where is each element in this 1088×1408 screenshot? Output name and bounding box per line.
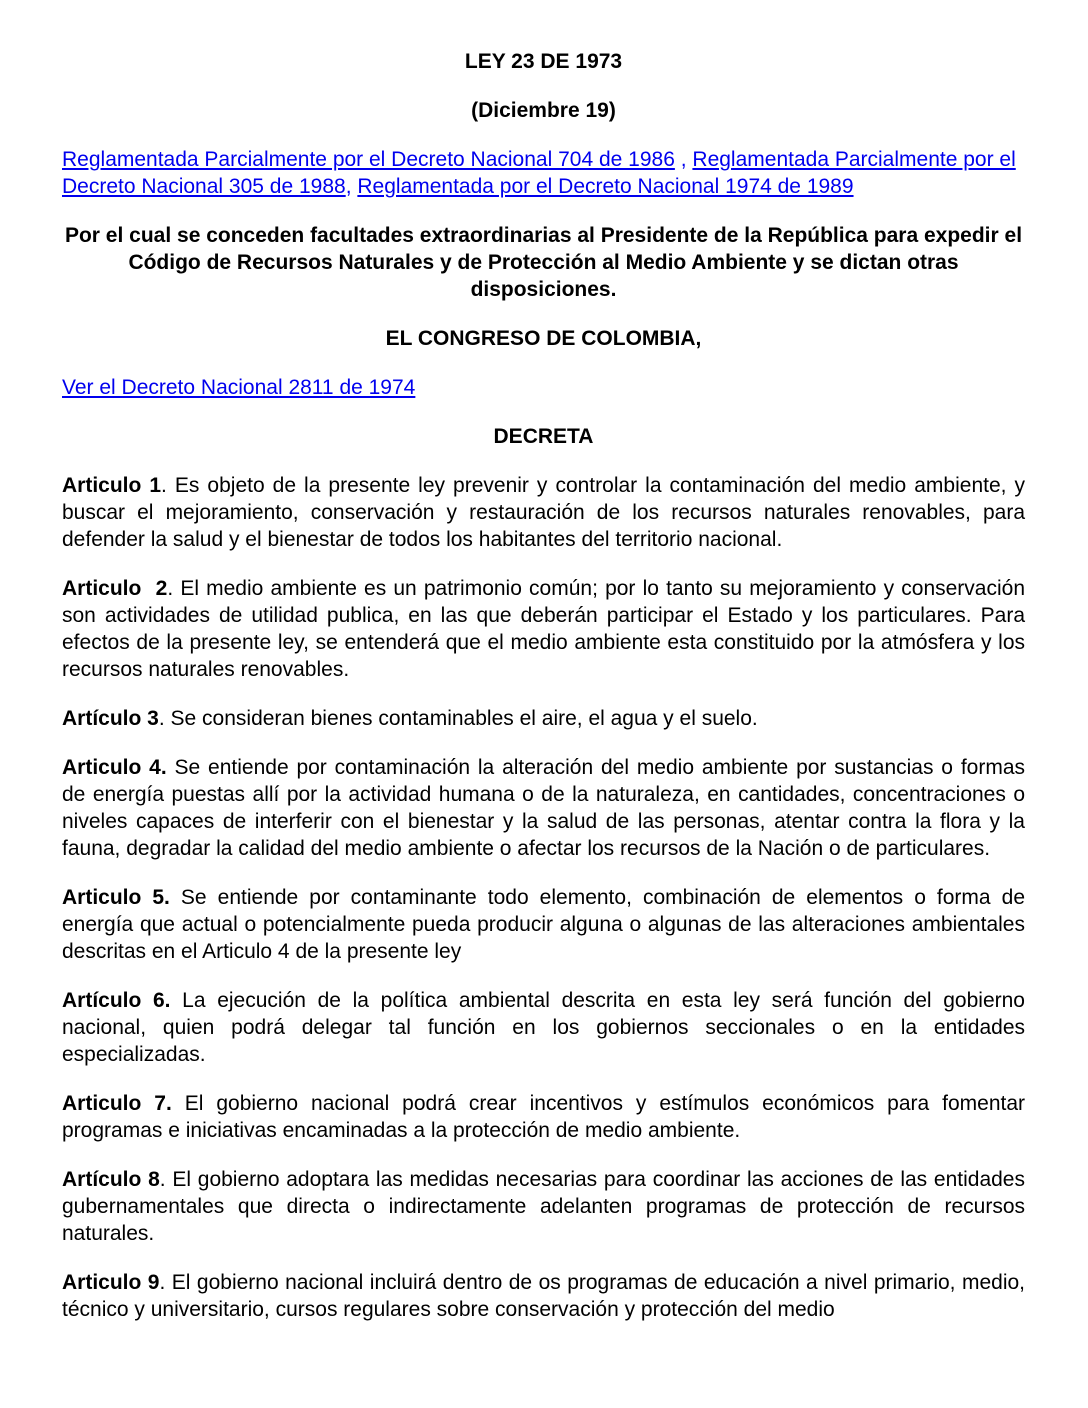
article-7-number: Articulo 7. <box>62 1092 172 1115</box>
article-8 <box>62 1166 1025 1247</box>
article-2-text: . El medio ambiente es un patrimonio común; por lo tanto su mejoramiento y conservación son actividades de utilidad publica, en las que deberán participar el Estado y los particulares. Para efectos de la presente ley, se entenderá que el medio ambiente esta constituido por la atmósfera y los recursos naturales renovables. <box>62 577 1026 681</box>
article-8-text: . El gobierno adoptara las medidas necesarias para coordinar las acciones de las entidades gubernamentales que directa o indirectamente adelanten programas de protección de recursos naturales. <box>62 1168 1025 1245</box>
article-7-text: El gobierno nacional podrá crear incentivos y estímulos económicos para fomentar programas e iniciativas encaminadas a la protección de medio ambiente. <box>62 1092 1026 1142</box>
link-decreto-1974-1989[interactable]: Reglamentada por el Decreto Nacional 1974 de 1989 <box>357 175 854 198</box>
law-date: (Diciembre 19) <box>471 99 616 122</box>
article-9-text: . El gobierno nacional incluirá dentro de os programas de educación a nivel primario, medio, técnico y universitario, cursos regulares sobre conservación y protección del medio <box>62 1271 1025 1321</box>
article-9 <box>62 1269 1025 1323</box>
article-8-number: Artículo 8 <box>62 1168 160 1191</box>
link-separator: , <box>674 148 693 171</box>
article-1-number: Articulo 1 <box>62 474 162 497</box>
reglamentada-links <box>62 146 1025 200</box>
link-decreto-704-1986[interactable]: Reglamentada Parcialmente por el Decreto Nacional 704 de 1986 <box>62 148 675 171</box>
article-6-text: La ejecución de la política ambiental descrita en esta ley será función del gobierno nacional, quien podrá delegar tal función en los gobiernos seccionales o en la entidades especializadas. <box>62 989 1025 1066</box>
link-decreto-305-1988[interactable]: Reglamentada Parcialmente por el Decreto Nacional 305 de 1988 <box>62 148 1016 198</box>
link-decreto-2811-1974[interactable]: Ver el Decreto Nacional 2811 de 1974 <box>62 376 416 399</box>
article-2 <box>62 575 1025 683</box>
congress-heading: EL CONGRESO DE COLOMBIA, <box>385 327 702 350</box>
article-6-number: Artículo 6. <box>62 989 171 1012</box>
article-7 <box>62 1090 1025 1144</box>
article-5-text: Se entiende por contaminante todo elemento, combinación de elementos o forma de energía que actual o potencialmente pueda producir alguna o algunas de las alteraciones ambientales descritas en el Articulo 4 de la presente ley <box>62 886 1025 963</box>
law-title: LEY 23 DE 1973 <box>464 50 623 73</box>
article-3 <box>62 705 1025 732</box>
ver-decreto-paragraph <box>62 374 1025 401</box>
article-3-number: Artículo 3 <box>62 707 159 730</box>
decreta-heading: DECRETA <box>493 425 594 448</box>
article-5 <box>62 884 1025 965</box>
article-5-number: Articulo 5. <box>62 886 170 909</box>
law-summary: Por el cual se conceden facultades extraordinarias al Presidente de la República para expedir el Código de Recursos Naturales y de Protección al Medio Ambiente y se dictan otras disposiciones. <box>64 224 1023 301</box>
article-4-number: Articulo 4. <box>62 756 167 779</box>
article-3-text: . Se consideran bienes contaminables el aire, el agua y el suelo. <box>158 707 758 730</box>
article-4-text: Se entiende por contaminación la alteración del medio ambiente por sustancias o formas de energía puestas allí por la actividad humana o de la naturaleza, en cantidades, concentraciones o niveles capaces de interferir con el bienestar y la salud de las personas, atentar contra la flora y la fauna, degradar la calidad del medio ambiente o afectar los recursos de la Nación o de particulares. <box>62 756 1025 860</box>
article-1 <box>62 472 1025 553</box>
article-1-text: . Es objeto de la presente ley prevenir y controlar la contaminación del medio ambiente, y buscar el mejoramiento, conservación y restauración de los recursos naturales renovables, para defender la salud y el bienestar de todos los habitantes del territorio nacional. <box>62 474 1025 551</box>
article-6 <box>62 987 1025 1068</box>
article-4 <box>62 754 1025 862</box>
article-9-number: Articulo 9 <box>62 1271 160 1294</box>
link-separator: , <box>345 175 358 198</box>
article-2-number: Articulo 2 <box>62 577 168 600</box>
